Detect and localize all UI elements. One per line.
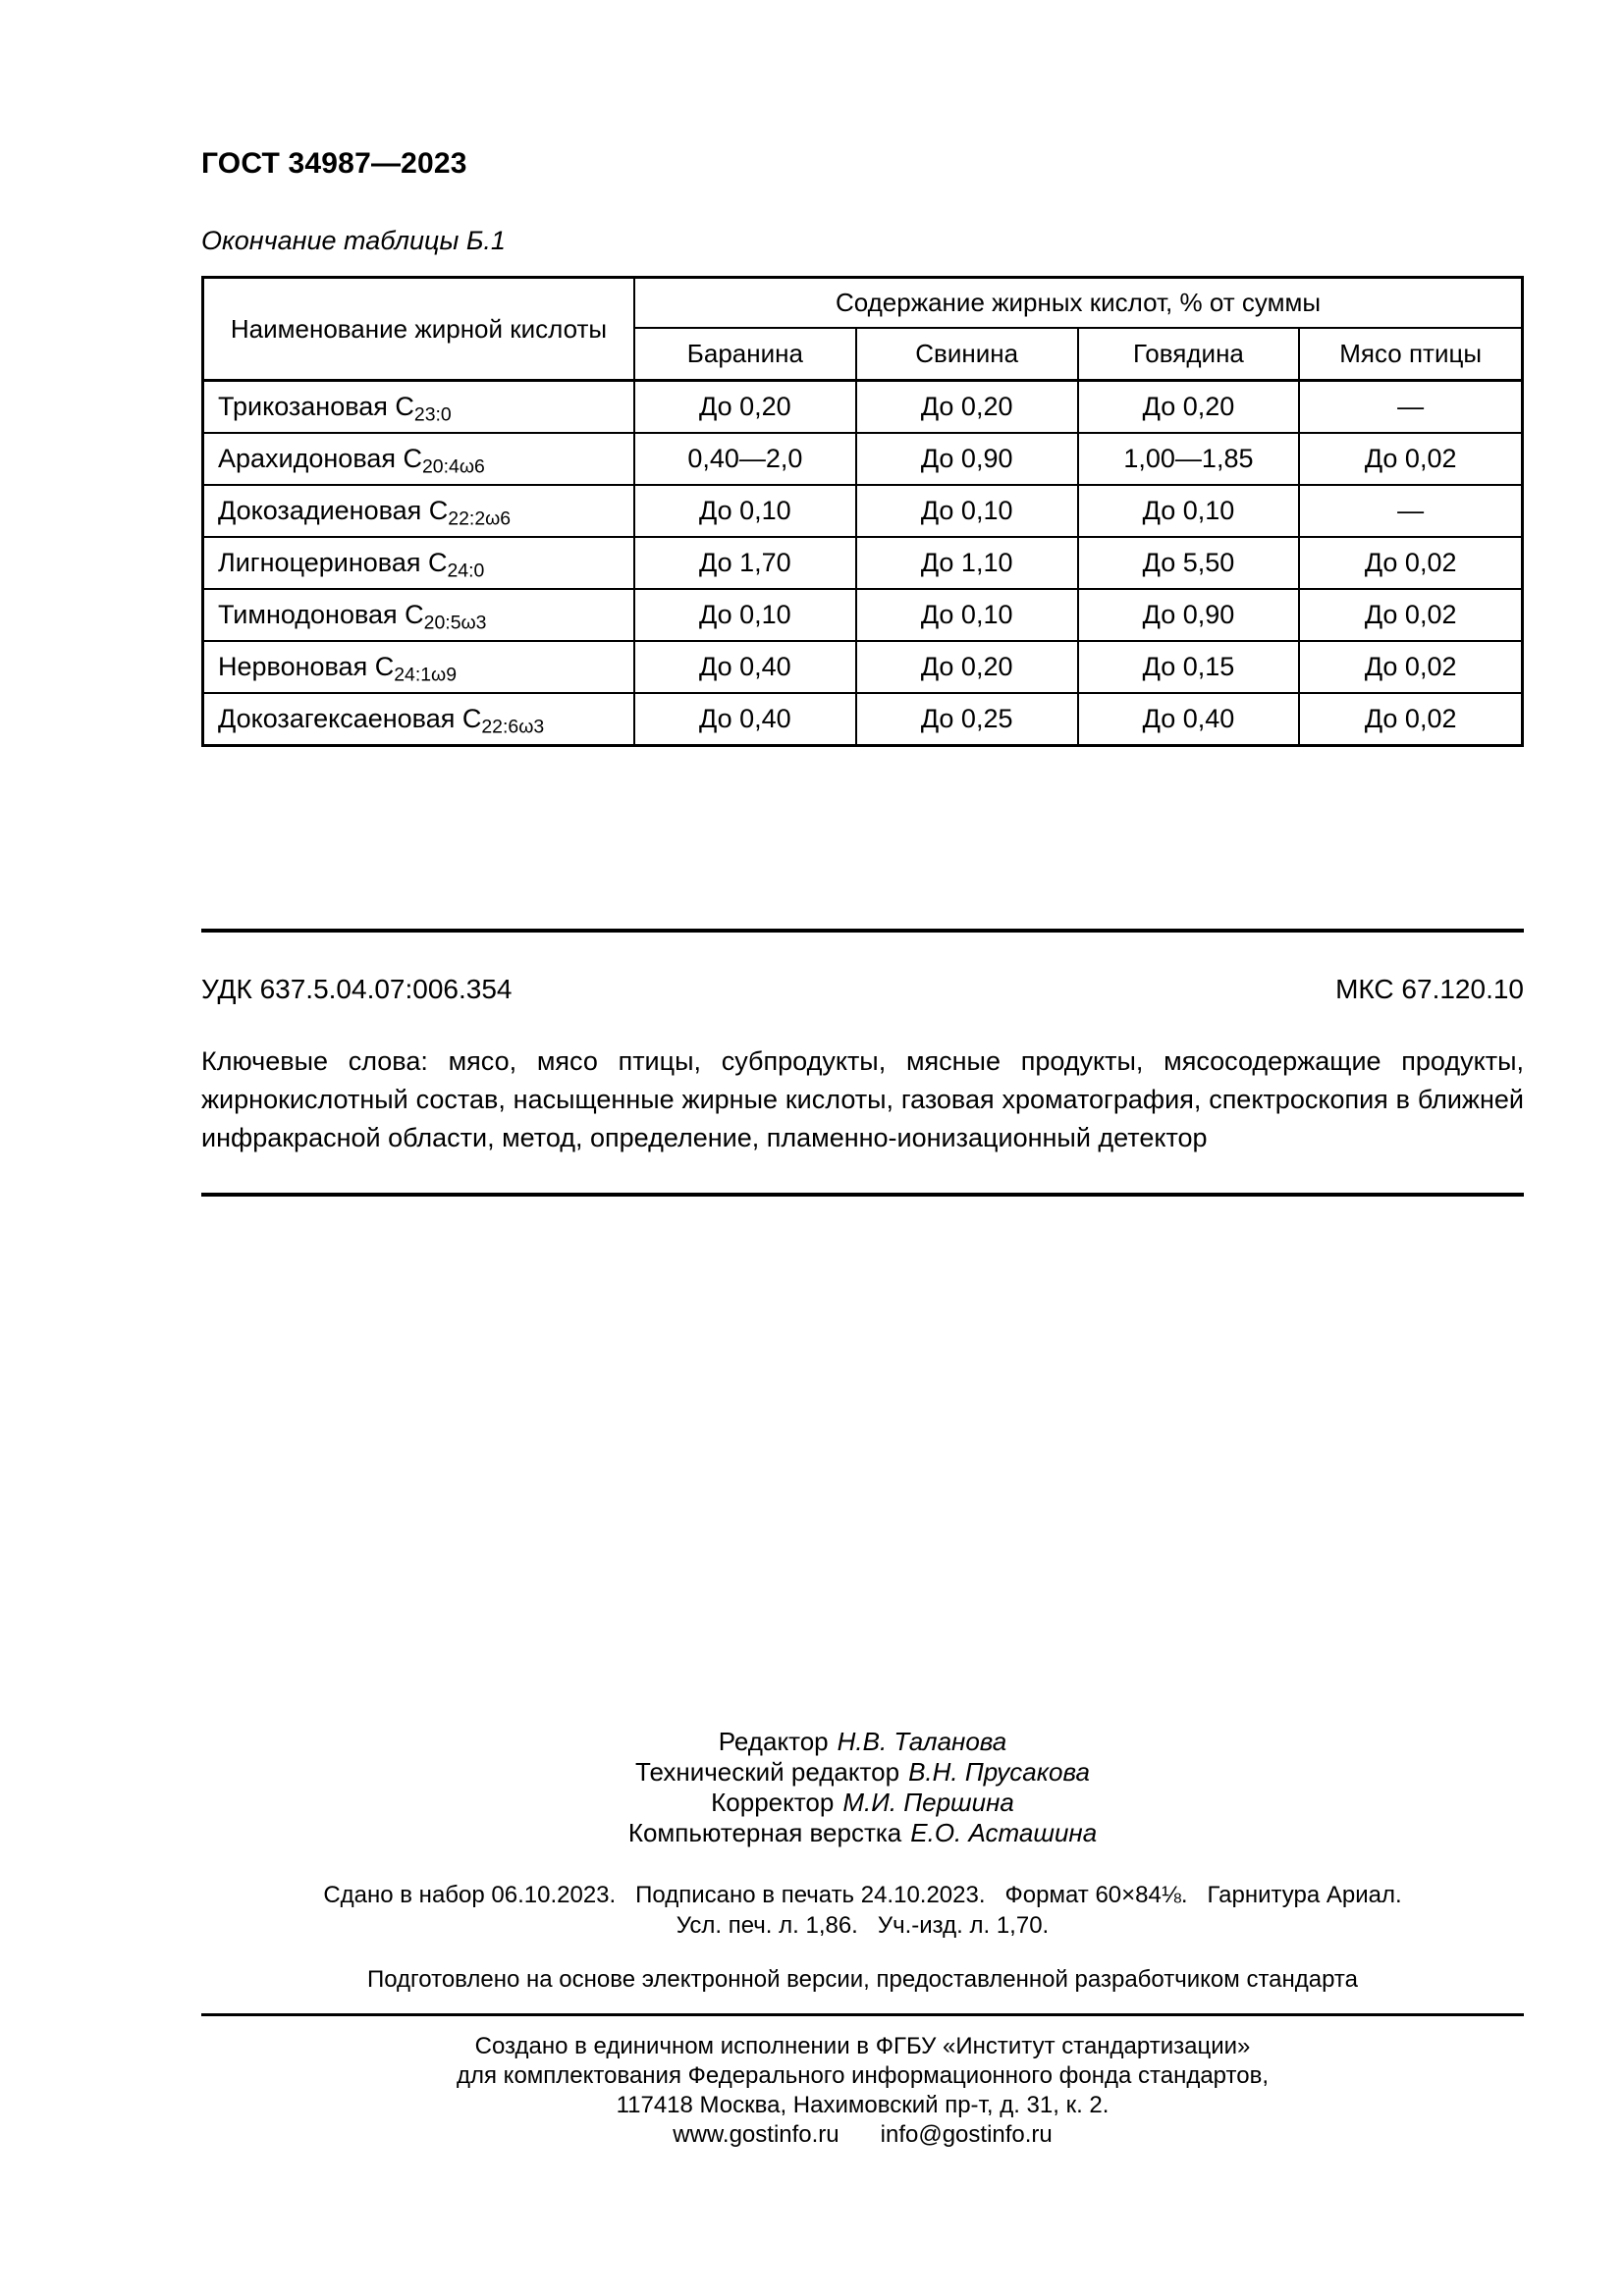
table-row [203,589,1523,641]
column-header-myaso-ptitsy: Мясо птицы [1299,328,1522,381]
credit-layout [201,1818,1524,1848]
credit-proofreader [201,1788,1524,1818]
credit-role: Технический редактор [635,1757,900,1787]
value-cell: До 0,20 [634,381,856,434]
udk-code: УДК 637.5.04.07:006.354 [201,974,513,1004]
acid-cell [203,485,634,537]
publisher-line-1: Создано в единичном исполнении в ФГБУ «Институт стандартизации» [474,2033,1251,2059]
mks-code: МКС 67.120.10 [1335,974,1524,1004]
value-cell: До 0,02 [1299,589,1522,641]
value-cell: До 0,90 [1078,589,1300,641]
value-cell: 0,40—2,0 [634,433,856,485]
value-cell: — [1299,485,1522,537]
credit-person-name: Е.О. Асташина [910,1818,1098,1847]
acid-name: Докозадиеновая С [218,496,449,525]
classification-codes-row [201,974,1524,1005]
publisher-email: info@gostinfo.ru [880,2121,1053,2148]
acid-subscript: 24:0 [447,560,485,582]
acid-cell [203,693,634,746]
column-header-govyadina: Говядина [1078,328,1300,381]
imprint-line-2: Усл. печ. л. 1,86. Уч.-изд. л. 1,70. [676,1912,1050,1939]
separator-rule-2 [201,1193,1524,1197]
publisher-contacts [201,2120,1524,2150]
table-row [203,485,1523,537]
value-cell: До 0,20 [1078,381,1300,434]
acid-subscript: 24:1ω9 [394,664,458,686]
value-cell: До 0,90 [856,433,1078,485]
acid-name: Нервоновая С [218,652,395,681]
credits-block [201,1727,1524,1848]
prepared-note: Подготовлено на основе электронной версии, предоставленной разработчиком стандарта [366,1966,1359,1993]
credit-role: Корректор [711,1788,835,1817]
credit-role: Редактор [718,1727,829,1756]
acid-subscript: 20:4ω6 [422,455,485,478]
value-cell: До 0,02 [1299,641,1522,693]
credit-role: Компьютерная верстка [627,1818,902,1847]
fatty-acid-table [201,276,1524,747]
acid-subscript: 22:6ω3 [481,716,545,738]
credit-editor [201,1727,1524,1757]
credit-person-name: М.И. Першина [842,1788,1014,1817]
value-cell: До 0,10 [1078,485,1300,537]
publisher-line-2: для комплектования Федерального информационного фонда стандартов, [457,2062,1269,2089]
table-row [203,381,1523,434]
acid-name: Арахидоновая С [218,444,422,473]
value-cell: До 0,02 [1299,433,1522,485]
acid-cell [203,641,634,693]
separator-rule-3 [201,2013,1524,2016]
column-group-header: Содержание жирных кислот, % от суммы [634,278,1523,329]
acid-subscript: 22:2ω6 [448,507,512,530]
standard-code: ГОСТ 34987—2023 [201,147,467,180]
publisher-address: 117418 Москва, Нахимовский пр-т, д. 31, к. 2. [616,2092,1110,2118]
table-row [203,537,1523,589]
value-cell: До 0,20 [856,381,1078,434]
column-header-baranina: Баранина [634,328,856,381]
acid-cell [203,589,634,641]
acid-subscript: 23:0 [413,403,452,426]
value-cell: До 0,10 [856,589,1078,641]
value-cell: До 0,10 [856,485,1078,537]
acid-name: Трикозановая С [218,392,414,421]
publisher-website: www.gostinfo.ru [673,2121,839,2148]
value-cell: 1,00—1,85 [1078,433,1300,485]
value-cell: До 0,40 [634,641,856,693]
acid-cell [203,537,634,589]
column-header-svinina: Свинина [856,328,1078,381]
acid-name: Лигноцериновая С [218,548,448,577]
value-cell: До 0,02 [1299,537,1522,589]
separator-rule-1 [201,929,1524,933]
column-header-acid-name: Наименование жирной кислоты [203,278,634,381]
acid-name: Докозагексаеновая С [218,704,482,733]
value-cell: До 0,10 [634,485,856,537]
value-cell: До 0,15 [1078,641,1300,693]
value-cell: До 5,50 [1078,537,1300,589]
value-cell: До 0,40 [634,693,856,746]
keywords-paragraph: Ключевые слова: мясо, мясо птицы, субпродукты, мясные продукты, мясосодержащие продукты, жирнокислотный состав, насыщенные жирные кислоты, газовая хроматография, спектроскопия в ближней инфракрасной области, метод, определение, пламенно-ионизационный детектор [201,1046,1524,1152]
value-cell: До 0,40 [1078,693,1300,746]
value-cell: До 1,70 [634,537,856,589]
imprint-line-1: Сдано в набор 06.10.2023. Подписано в печать 24.10.2023. Формат 60×84⅛. Гарнитура Ариал. [323,1882,1402,1908]
table-row [203,693,1523,746]
value-cell: До 1,10 [856,537,1078,589]
value-cell: До 0,20 [856,641,1078,693]
credit-person-name: В.Н. Прусакова [908,1757,1090,1787]
table-row [203,641,1523,693]
value-cell: — [1299,381,1522,434]
acid-subscript: 20:5ω3 [423,612,487,634]
value-cell: До 0,02 [1299,693,1522,746]
value-cell: До 0,10 [634,589,856,641]
value-cell: До 0,25 [856,693,1078,746]
table-caption: Окончание таблицы Б.1 [201,226,506,255]
publisher-block [201,2032,1524,2150]
table-header-row-group [203,278,1523,329]
credit-technical-editor [201,1757,1524,1788]
imprint-block [201,1880,1524,1941]
table-row [203,433,1523,485]
acid-name: Тимнодоновая С [218,600,424,629]
acid-cell [203,381,634,434]
acid-cell [203,433,634,485]
credit-person-name: Н.В. Таланова [837,1727,1007,1756]
